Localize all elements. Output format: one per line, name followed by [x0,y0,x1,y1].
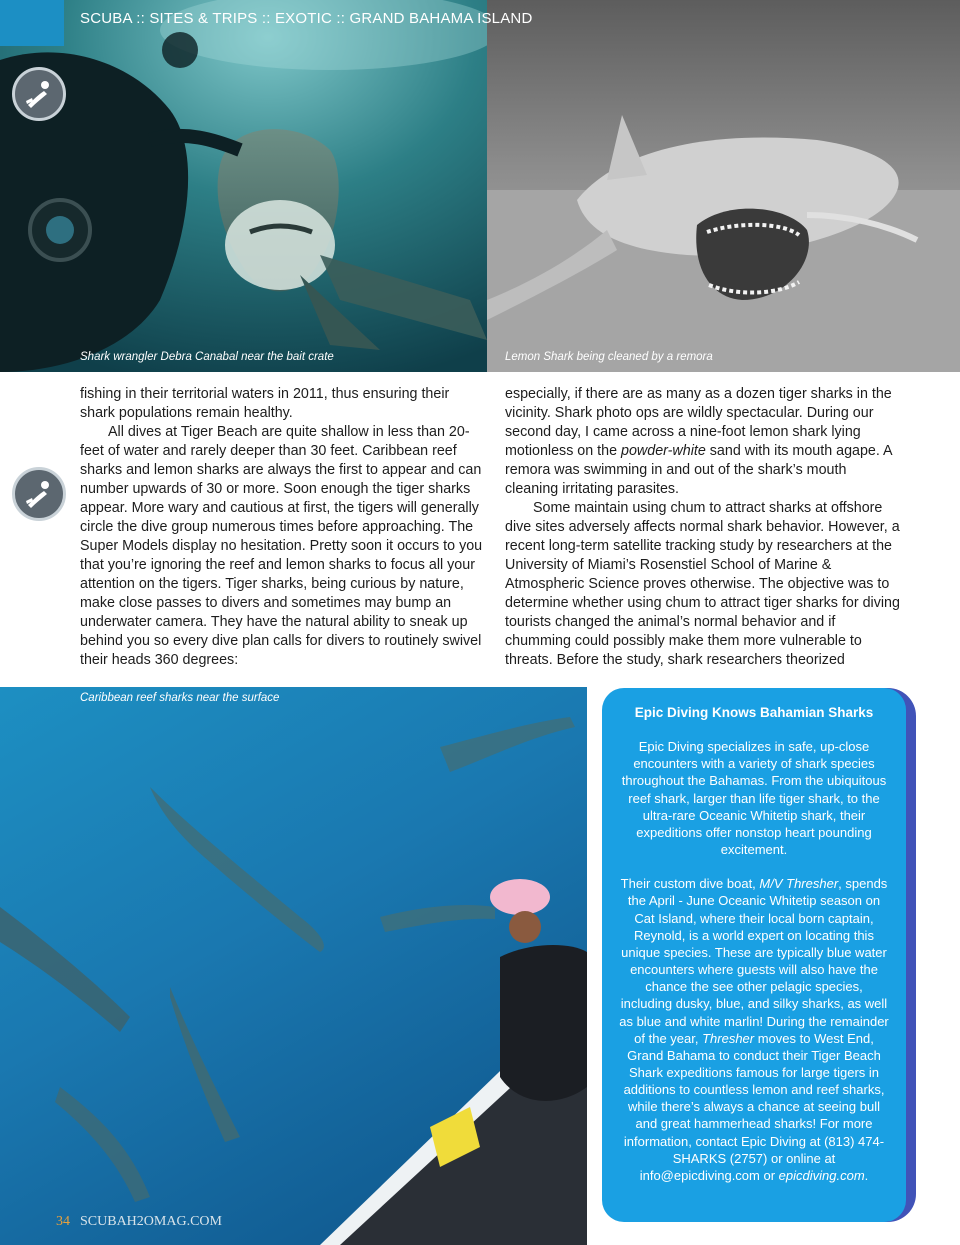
article-paragraph: Some maintain using chum to attract sharks at offshore dive sites adversely affects normal shark behavior. However, a recent long-term satellite tracking study by researchers at the University of Miami’s Rosenstiel School of Marine & Atmospheric Science proves otherwise. The objective was to determine whether using chum to attract tiger sharks for diving tourists changed the animal’s normal behavior and if chumming could possibly make them more vulnerable to threats. Before the study, shark researchers theorized [505,500,900,668]
page-footer [56,1214,222,1230]
scuba-diver-icon [12,67,66,121]
article-paragraph: All dives at Tiger Beach are quite shallow in less than 20-feet of water and rarely deeper than 30 feet. Caribbean reef sharks and lemon sharks are always the first to appear and can number upwards of 30 or more. Soon enough the tiger sharks appear. More wary and cautious at first, the tigers will generally circle the dive group numerous times before approaching. The Super Models display no hesitation. Pretty soon it occurs to you that you’re ignoring the reef and lemon sharks to focus all your attention on the tigers. Tiger sharks, being curious by nature, make close passes to divers and sometimes may bump an underwater camera. They have the natural ability to sneak up behind you so every dive plan calls for divers to routinely swivel their heads 360 degrees: [80,424,483,668]
article-column-1 [80,385,488,670]
section-color-tab [0,0,64,46]
photo-caption: Lemon Shark being cleaned by a remora [505,351,713,363]
article-paragraph: fishing in their territorial waters in 2011, thus ensuring their shark populations remain healthy. [80,386,450,421]
section-breadcrumb: SCUBA :: SITES & TRIPS :: EXOTIC :: GRAND BAHAMA ISLAND [80,10,533,27]
magazine-site: SCUBAH2OMAG.COM [80,1214,222,1229]
scuba-diver-icon [12,467,66,521]
article-column-2 [505,385,903,670]
page-number: 34 [56,1214,70,1229]
sidebar-epic-diving [602,688,906,1222]
sidebar-paragraph: Their custom dive boat, M/V Thresher, spends the April - June Oceanic Whitetip season on Cat Island, where their local born captain, Reynold, is a world expert on locating this unique species. These are typically blue water encounters where guests will also have the chance the see other pelagic species, including dusky, blue, and silky sharks, as well as blue and white marlin! During the remainder of the year, Thresher moves to West End, Grand Bahama to conduct their Tiger Beach Shark expeditions famous for large tigers in additions to countless lemon and reef sharks, while there’s always a chance at seeing bull and great hammerhead sharks! For more information, contact Epic Diving at (813) 474-SHARKS (2757) or online at info@epicdiving.com or epicdiving.com. [619,876,889,1183]
photo-lemon-shark [487,0,960,372]
website-link[interactable]: epicdiving.com [778,1167,865,1183]
photo-caption: Shark wrangler Debra Canabal near the bait crate [80,351,334,363]
photo-tiger-shark-diver [0,0,487,372]
sidebar-paragraph: Epic Diving specializes in safe, up-close encounters with a variety of shark species throughout the Bahamas. From the ubiquitous reef shark, larger than life tiger shark, to the ultra-rare Oceanic Whitetip shark, their expeditions offer nonstop heart pounding excitement. [621,739,887,858]
article-paragraph: especially, if there are as many as a dozen tiger sharks in the vicinity. Shark photo ops are wildly spectacular. During our second day, I came across a nine-foot lemon shark lying motionless on the powder-white sand with its mouth agape. A remora was swimming in and out of the shark’s mouth cleaning irritating parasites. [505,386,892,497]
photo-reef-sharks-surface [0,687,587,1245]
sidebar-title: Epic Diving Knows Bahamian Sharks [634,705,874,720]
photo-caption: Caribbean reef sharks near the surface [80,692,280,704]
